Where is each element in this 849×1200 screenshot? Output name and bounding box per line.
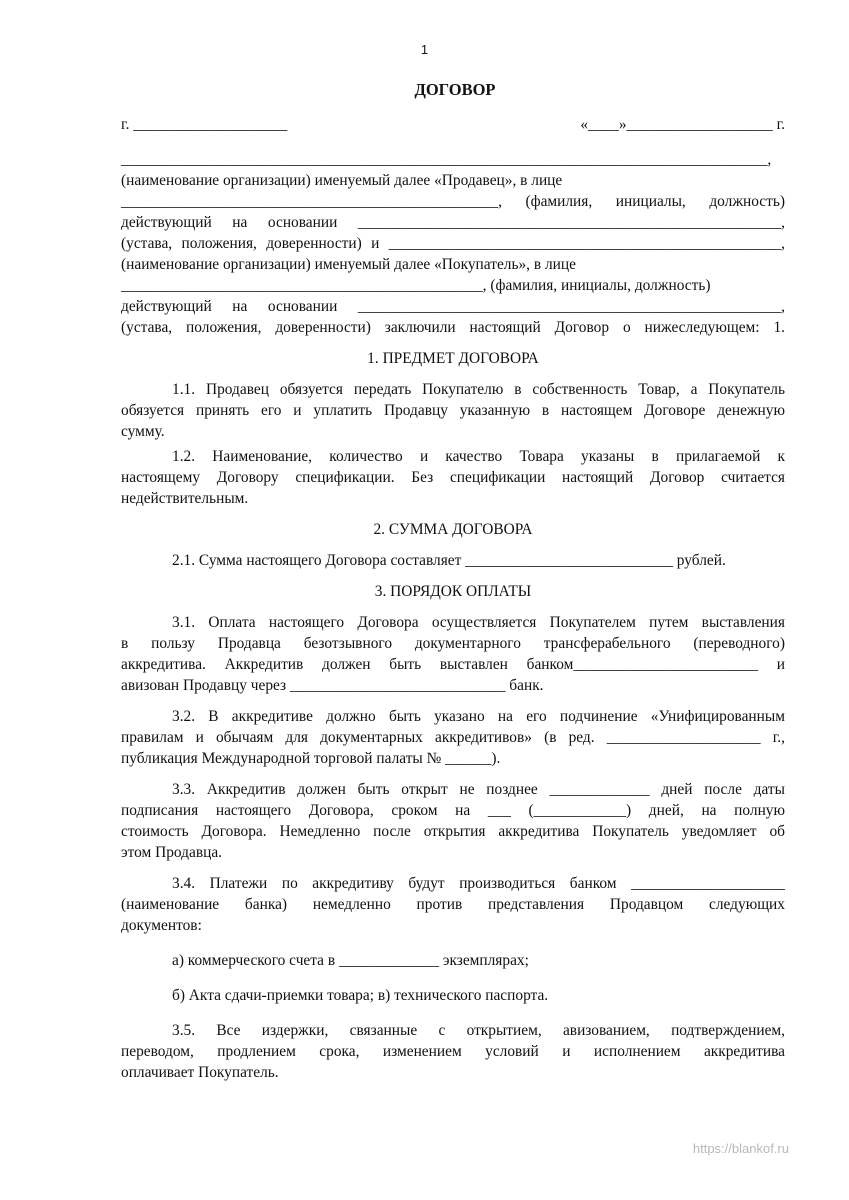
clause-3-2: 3.2. В аккредитиве должно быть указано на его подчинение «Унифицированным правилам и обычаям для документарных аккредитивов» (в ред. ____________________ г., публикация Международной торговой палаты № ______). bbox=[121, 708, 785, 767]
parties-line: _________________________________________________, (фамилия, инициалы, должность) bbox=[121, 193, 785, 210]
parties-line: (устава, положения, доверенности) и ___________________________________________________, bbox=[121, 235, 785, 252]
parties-block bbox=[121, 149, 785, 338]
page-number: 1 bbox=[420, 42, 429, 57]
clause-1-2: 1.2. Наименование, количество и качество Товара указаны в прилагаемой к настоящему Договору спецификации. Без спецификации настоящий Договор считается недействительным. bbox=[121, 448, 785, 507]
parties-line: _______________________________________________, (фамилия, инициалы, должность) bbox=[121, 277, 711, 294]
section-heading-3: 3. ПОРЯДОК ОПЛАТЫ bbox=[374, 583, 532, 600]
parties-line: действующий на основании _______________________________________________________, bbox=[121, 298, 785, 315]
clause-3-3: 3.3. Аккредитив должен быть открыт не позднее _____________ дней после даты подписания настоящего Договора, сроком на ___ (____________) дней, на полную стоимость Договора. Немедленно после открытия аккредитива Покупатель уведомляет об этом Продавца. bbox=[121, 781, 785, 861]
parties-line: действующий на основании _______________________________________________________, bbox=[121, 214, 785, 231]
city-field: г. ____________________ bbox=[121, 116, 288, 133]
document-title: ДОГОВОР bbox=[414, 80, 496, 99]
section-heading-1: 1. ПРЕДМЕТ ДОГОВОРА bbox=[367, 350, 539, 367]
document-body bbox=[121, 114, 785, 1083]
clause-1-1: 1.1. Продавец обязуется передать Покупателю в собственность Товар, а Покупатель обязуется принять его и уплатить Продавцу указанную в настоящем Договоре денежную сумму. bbox=[121, 381, 785, 440]
clause-3-4-b: б) Акта сдачи-приемки товара; в) технического паспорта. bbox=[172, 987, 549, 1004]
parties-line: ____________________________________________________________________________________, bbox=[121, 151, 772, 168]
parties-line: (устава, положения, доверенности) заключили настоящий Договор о нижеследующем: 1. bbox=[121, 319, 785, 336]
clause-3-5: 3.5. Все издержки, связанные с открытием, авизованием, подтверждением, переводом, продлением срока, изменением условий и исполнением аккредитива оплачивает Покупатель. bbox=[121, 1022, 785, 1081]
clause-3-4: 3.4. Платежи по аккредитиву будут производиться банком ____________________ (наименование банка) немедленно против представления Продавцом следующих документов: bbox=[121, 875, 785, 934]
clause-3-4-a: а) коммерческого счета в _____________ экземплярах; bbox=[172, 952, 529, 969]
date-field: «____»___________________ г. bbox=[580, 116, 785, 133]
clause-3-1: 3.1. Оплата настоящего Договора осуществляется Покупателем путем выставления в пользу Продавца безотзывного документарного трансферабельного (переводного) аккредитива. Аккредитив должен быть выставлен банком________________________ и авизован Продавцу через ____________________________ банк. bbox=[121, 614, 785, 694]
parties-line: (наименование организации) именуемый далее «Покупатель», в лице bbox=[121, 256, 576, 273]
header-line bbox=[121, 114, 785, 135]
parties-line: (наименование организации) именуемый далее «Продавец», в лице bbox=[121, 172, 563, 189]
watermark-url: https://blankof.ru bbox=[692, 1141, 789, 1156]
clause-2-1: 2.1. Сумма настоящего Договора составляет ___________________________ рублей. bbox=[172, 552, 726, 569]
section-heading-2: 2. СУММА ДОГОВОРА bbox=[373, 521, 533, 538]
